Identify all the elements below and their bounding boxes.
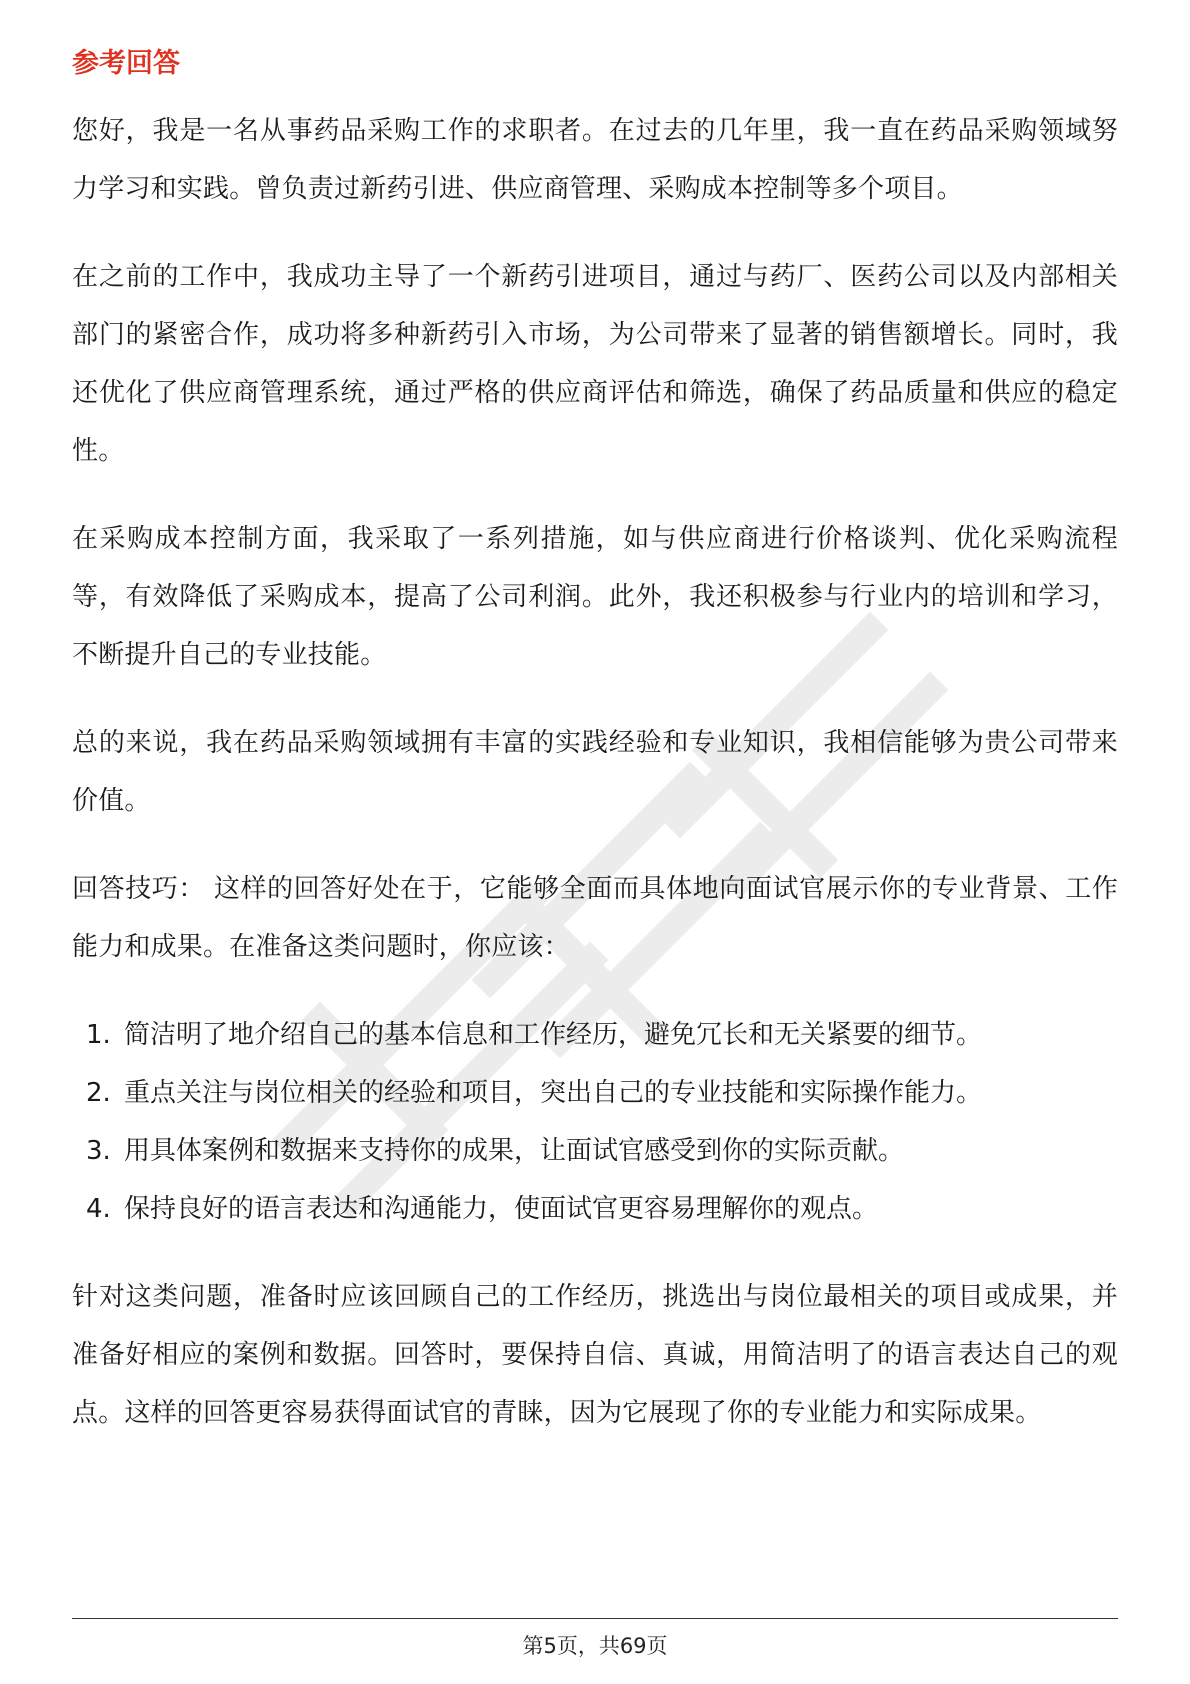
- list-item-text: 用具体案例和数据来支持你的成果，让面试官感受到你的实际贡献。: [124, 1136, 905, 1166]
- list-item: [72, 1180, 1118, 1238]
- page-number: 第5页，共69页: [522, 1634, 668, 1658]
- list-item: [72, 1006, 1118, 1064]
- list-item-number: 1.: [86, 1020, 111, 1050]
- list-item-text: 保持良好的语言表达和沟通能力，使面试官更容易理解你的观点。: [124, 1194, 879, 1224]
- paragraph-tips-intro: 回答技巧： 这样的回答好处在于，它能够全面而具体地向面试官展示你的专业背景、工作能力和成果。在准备这类问题时，你应该：: [72, 874, 1118, 962]
- list-item: [72, 1122, 1118, 1180]
- paragraph-closing: 针对这类问题，准备时应该回顾自己的工作经历，挑选出与岗位最相关的项目或成果，并准备好相应的案例和数据。回答时，要保持自信、真诚，用简洁明了的语言表达自己的观点。这样的回答更容易获得面试官的青睐，因为它展现了你的专业能力和实际成果。: [72, 1282, 1118, 1428]
- list-item-number: 3.: [86, 1136, 111, 1166]
- paragraph-intro: 您好，我是一名从事药品采购工作的求职者。在过去的几年里，我一直在药品采购领域努力学习和实践。曾负责过新药引进、供应商管理、采购成本控制等多个项目。: [72, 116, 1118, 204]
- tips-list: [72, 1006, 1118, 1238]
- paragraph-summary: 总的来说，我在药品采购领域拥有丰富的实践经验和专业知识，我相信能够为贵公司带来价值。: [72, 728, 1118, 816]
- list-item-text: 简洁明了地介绍自己的基本信息和工作经历，避免冗长和无关紧要的细节。: [124, 1020, 983, 1050]
- list-item: [72, 1064, 1118, 1122]
- footer-divider: [72, 1618, 1118, 1619]
- main-content: [72, 44, 1118, 1472]
- paragraph-experience: 在之前的工作中，我成功主导了一个新药引进项目，通过与药厂、医药公司以及内部相关部门的紧密合作，成功将多种新药引入市场，为公司带来了显著的销售额增长。同时，我还优化了供应商管理系统，通过严格的供应商评估和筛选，确保了药品质量和供应的稳定性。: [72, 262, 1118, 466]
- section-heading: 参考回答: [72, 48, 180, 79]
- list-item-number: 2.: [86, 1078, 111, 1108]
- list-item-number: 4.: [86, 1194, 111, 1224]
- list-item-text: 重点关注与岗位相关的经验和项目，突出自己的专业技能和实际操作能力。: [124, 1078, 983, 1108]
- paragraph-cost-control: 在采购成本控制方面，我采取了一系列措施，如与供应商进行价格谈判、优化采购流程等，有效降低了采购成本，提高了公司利润。此外，我还积极参与行业内的培训和学习，不断提升自己的专业技能。: [72, 524, 1118, 670]
